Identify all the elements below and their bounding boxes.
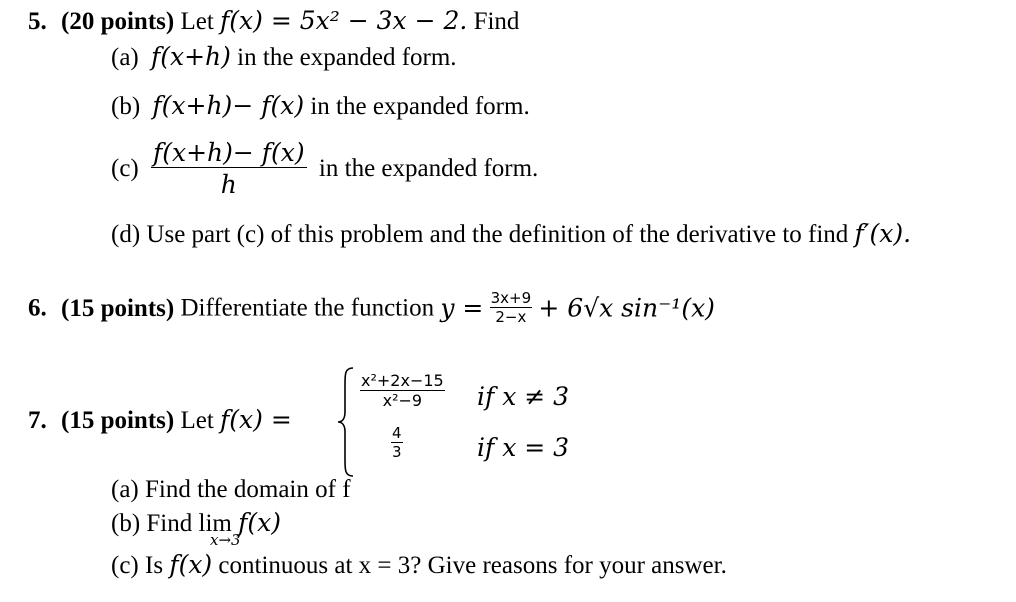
fraction-numerator: f(x+h)− f(x)	[153, 138, 305, 167]
part-expression: f(x+h)− f(x)	[152, 91, 305, 120]
problem-points: (20 points)	[61, 8, 175, 35]
rational-term	[490, 291, 533, 325]
problem-number: 7.	[28, 407, 47, 434]
part-text: in the expanded form.	[237, 44, 457, 71]
part-label: (d)	[111, 221, 141, 248]
part-7b	[111, 510, 281, 536]
case-1-condition: if x ≠ 3	[477, 382, 570, 411]
problem-7-header	[28, 407, 292, 433]
part-7a: (a) Find the domain of f	[111, 476, 351, 503]
problem-number: 5.	[28, 8, 47, 35]
part-label: (b)	[111, 93, 141, 120]
problem-intro: Let	[180, 8, 214, 35]
case-1-expression	[360, 373, 445, 409]
function-lhs: f(x) =	[220, 405, 292, 434]
fraction-numerator: 3x+9	[490, 289, 532, 307]
function-lhs: y =	[440, 293, 484, 323]
problem-number: 6.	[28, 294, 47, 322]
part-5d	[111, 221, 911, 247]
part-text: in the expanded form.	[318, 155, 539, 182]
fraction-denominator: x²−9	[382, 391, 423, 410]
function-definition: f(x) = 5x² − 3x − 2.	[220, 6, 468, 35]
difference-quotient	[151, 140, 307, 197]
fraction-denominator: h	[220, 170, 237, 199]
case-2-condition: if x = 3	[477, 433, 570, 462]
part-text: in the expanded form.	[310, 93, 530, 120]
limit-subscript: x→3	[210, 531, 241, 549]
part-text: Use part (c) of this problem and the definition of the derivative to find	[146, 221, 849, 248]
find-text: Find	[473, 8, 520, 35]
case-2-fraction	[391, 426, 403, 460]
problem-text: Differentiate the function	[180, 294, 435, 322]
derivative-expression: f′(x).	[854, 219, 912, 248]
fraction-denominator: 3	[392, 443, 402, 461]
fraction-numerator: x²+2x−15	[361, 371, 444, 390]
part-text: continuous at x = 3? Give reasons for your answer.	[218, 552, 727, 579]
part-5c	[111, 140, 538, 197]
problem-points: (15 points)	[61, 294, 175, 322]
problem-5-header	[28, 8, 519, 34]
function-rest: + 6√x sin⁻¹(x)	[538, 293, 715, 323]
part-5b	[111, 93, 530, 119]
part-expression: f(x+h)	[151, 42, 231, 71]
limit-expression: f(x)	[238, 508, 281, 537]
part-label: (a)	[111, 44, 139, 71]
part-7c	[111, 552, 727, 578]
problem-points: (15 points)	[61, 407, 175, 434]
problem-6	[28, 291, 715, 325]
problem-intro: Let	[180, 407, 214, 434]
part-text: (c) Is	[111, 552, 164, 579]
piecewise-brace	[336, 366, 356, 478]
part-label: (c)	[111, 155, 139, 182]
case-2-expression	[391, 426, 403, 460]
case-1-fraction	[360, 373, 445, 409]
fraction-denominator: 2−x	[495, 308, 527, 326]
fraction-numerator: 4	[392, 424, 402, 442]
part-5a	[111, 44, 457, 70]
function-expression: f(x)	[169, 550, 213, 579]
part-text: (b) Find lim	[111, 510, 232, 537]
